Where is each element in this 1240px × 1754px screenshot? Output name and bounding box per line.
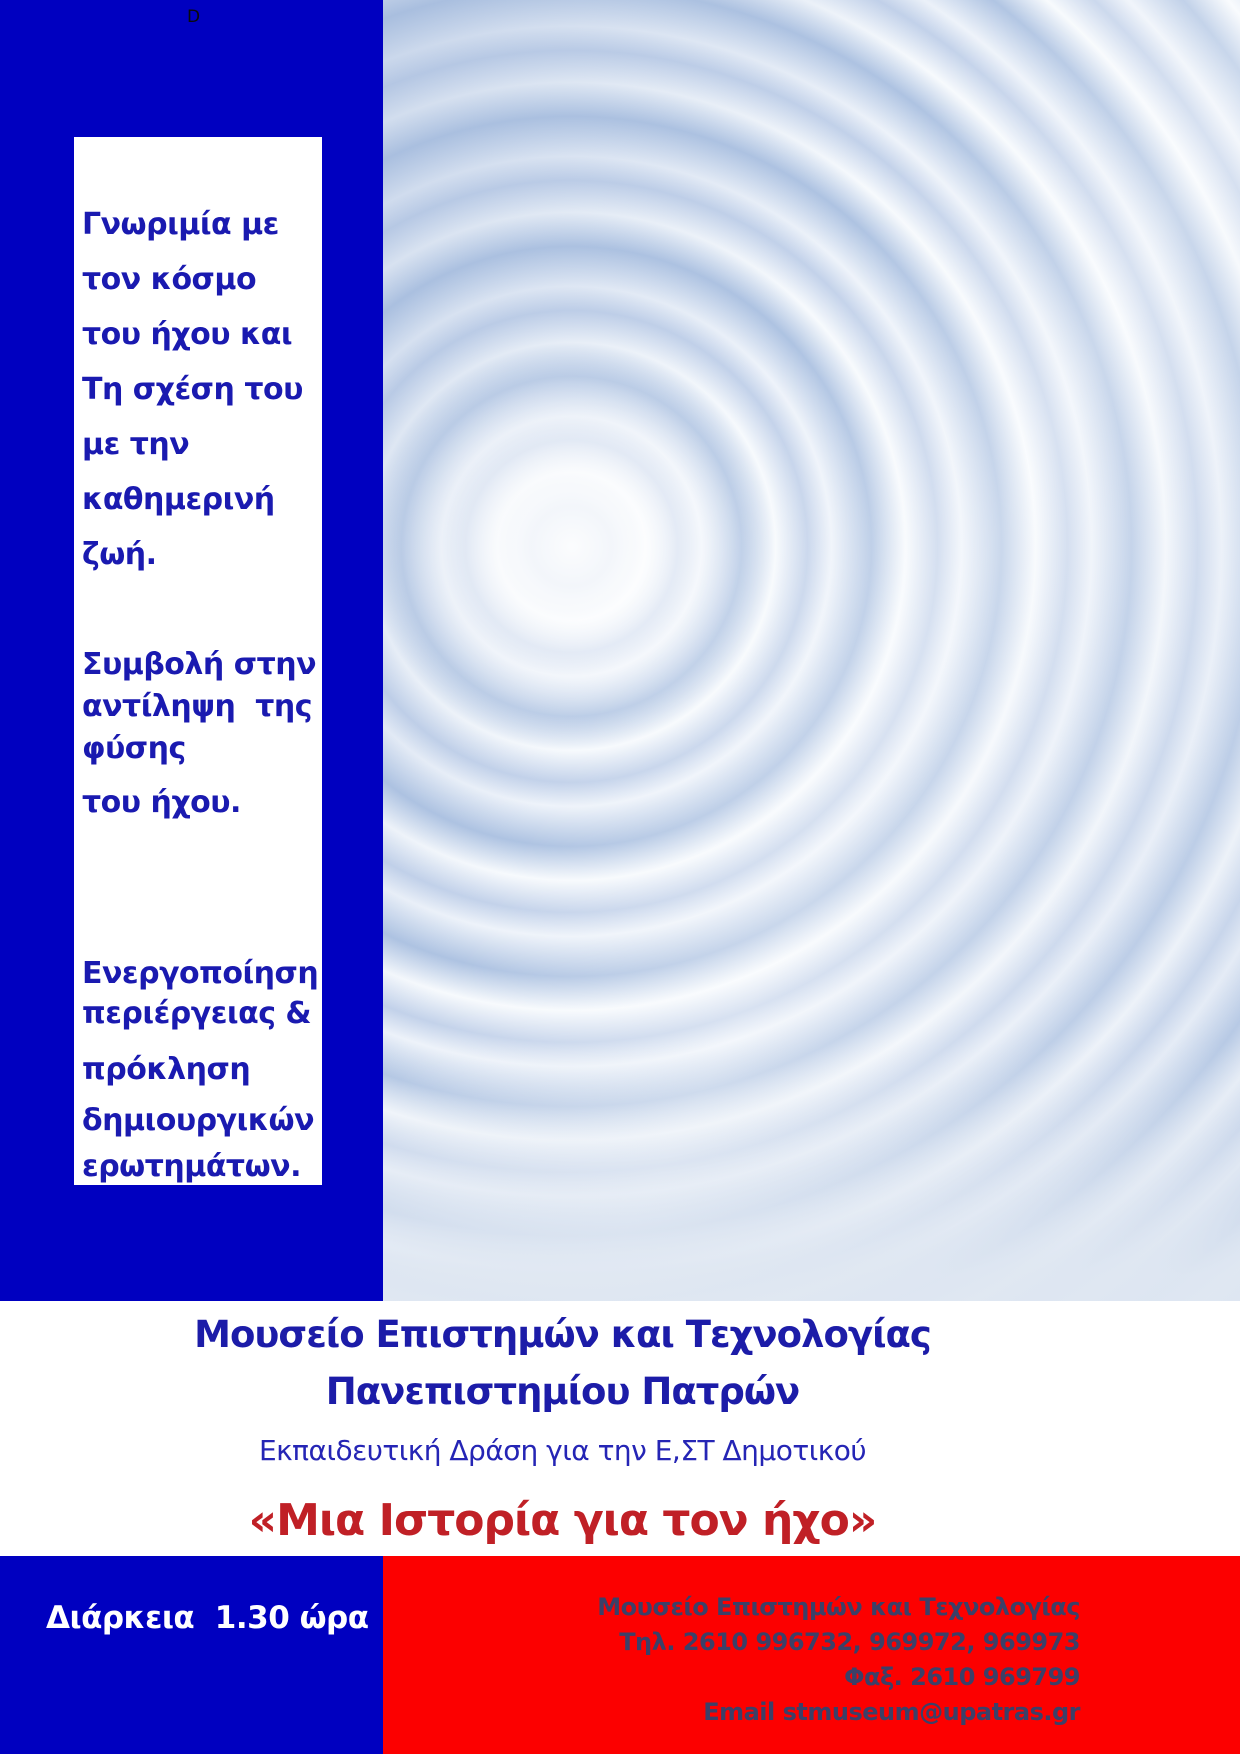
contact-panel — [383, 1556, 1240, 1754]
text-line: Γνωριμία με — [82, 207, 279, 242]
event-title: «Μια Ιστορία για τον ήχο» — [248, 1495, 877, 1546]
text-line: ζωή. — [82, 537, 157, 572]
text-line: πρόκληση — [82, 1052, 251, 1087]
duration-panel — [0, 1556, 383, 1754]
corner-mark: D — [187, 7, 201, 27]
text-line: καθημερινή — [82, 482, 275, 517]
contact-fax: Φαξ. 2610 969799 — [844, 1663, 1080, 1691]
contact-email: Email stmuseum@upatras.gr — [703, 1698, 1080, 1726]
text-line: δημιουργικών — [82, 1103, 315, 1138]
text-line: του ήχου. — [82, 785, 241, 820]
text-line: Τη σχέση του — [82, 372, 303, 407]
learning-goals-card — [74, 137, 322, 1185]
goal-paragraph-2-cont — [82, 782, 316, 824]
text-line: ερωτημάτων. — [82, 1149, 301, 1184]
text-line: με την — [82, 427, 190, 462]
text-line: αντίληψη της — [82, 689, 313, 724]
duration-label: Διάρκεια 1.30 ώρα — [46, 1600, 369, 1636]
water-ripples-image — [383, 0, 1240, 1301]
goal-paragraph-1 — [82, 197, 316, 582]
text-line: του ήχου και — [82, 317, 293, 352]
contact-organization: Μουσείο Επιστημών και Τεχνολογίας — [597, 1593, 1080, 1621]
goal-paragraph-3-cont — [82, 1050, 316, 1090]
museum-title-line1: Μουσείο Επιστημών και Τεχνολογίας — [194, 1313, 931, 1356]
goal-paragraph-3-more — [82, 1098, 316, 1190]
text-line: Συμβολή στην — [82, 647, 316, 682]
text-line: φύσης — [82, 731, 186, 766]
goal-paragraph-2 — [82, 644, 316, 770]
contact-phone: Τηλ. 2610 996732, 969972, 969973 — [619, 1628, 1080, 1656]
text-line: περιέργειας & — [82, 996, 312, 1031]
text-line: τον κόσμο — [82, 262, 257, 297]
program-subtitle: Εκπαιδευτική Δράση για την Ε,ΣΤ Δημοτικού — [258, 1434, 867, 1467]
heading-block — [0, 1301, 1125, 1547]
goal-paragraph-3 — [82, 954, 319, 1034]
text-line: Ενεργοποίηση — [82, 956, 319, 991]
museum-title-line2: Πανεπιστημίου Πατρών — [325, 1370, 800, 1413]
